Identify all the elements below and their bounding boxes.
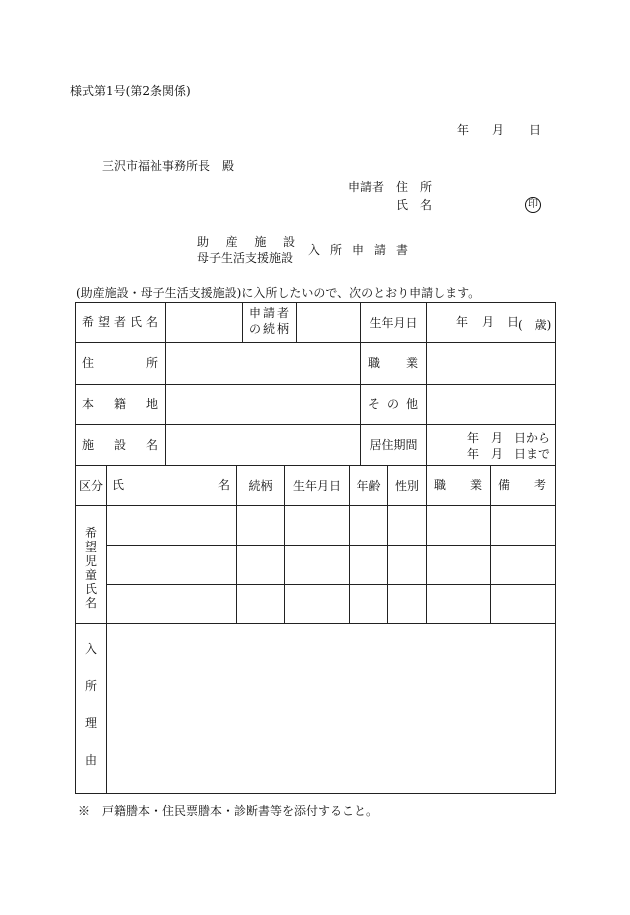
domicile-input[interactable] [166, 385, 360, 424]
label-char: 所 [145, 356, 158, 370]
label-char: 者 [276, 306, 289, 320]
applicant-address-char: 住 [396, 180, 409, 194]
period-from-day: 日から [514, 431, 551, 445]
birth-date-label: 生年月日 [369, 315, 418, 330]
applicant-name-label [396, 199, 432, 211]
label-char: 氏 [112, 478, 125, 492]
birth-year-label: 年 [456, 315, 469, 329]
date-year-label: 年 [457, 123, 470, 137]
age-header: 年齢 [356, 478, 381, 493]
label-char: 氏 [129, 315, 142, 329]
label-char: 請 [262, 306, 275, 320]
seal-mark [525, 197, 541, 213]
title-char: 入 [308, 243, 321, 257]
label-char: 名 [145, 438, 158, 452]
applicant-label: 申請者 [348, 180, 385, 194]
label-char: 所 [84, 679, 97, 693]
applicant-name-char: 名 [419, 198, 432, 212]
occupation-label [368, 357, 418, 369]
address-input[interactable] [166, 343, 360, 384]
label-char: 入 [84, 642, 97, 656]
footnote: ※ 戸籍謄本・住民票謄本・診断書等を添付すること。 [78, 804, 379, 818]
period-to-month: 月 [491, 447, 504, 461]
title-suffix [308, 244, 408, 256]
period-to-day: 日まで [514, 447, 551, 461]
label-char: 由 [84, 753, 97, 767]
relation-label-line2 [249, 323, 289, 335]
title-char: 施 [254, 235, 267, 249]
label-char: 児 [84, 554, 97, 568]
desired-person-label [82, 316, 158, 328]
applicant-address-label [396, 181, 432, 193]
occupation-input[interactable] [427, 343, 555, 384]
sex-header: 性別 [394, 478, 419, 493]
label-char: 名 [84, 596, 97, 610]
label-char: 施 [82, 438, 95, 452]
label-char: 業 [469, 478, 482, 492]
label-char: 籍 [113, 397, 126, 411]
birth-month-label: 月 [482, 315, 495, 329]
label-char: 希 [84, 526, 97, 540]
residence-period-label: 居住期間 [369, 438, 418, 452]
table-border [555, 302, 556, 794]
label-char: の [249, 322, 262, 336]
other-label [368, 398, 418, 410]
label-char: 希 [82, 315, 95, 329]
label-char: の [386, 397, 399, 411]
reason-input[interactable] [107, 624, 555, 793]
job-header [434, 479, 482, 491]
label-char: 柄 [276, 322, 289, 336]
period-to-year: 年 [467, 447, 480, 461]
date-day-label: 日 [529, 123, 542, 137]
category-header: 区分 [78, 478, 103, 493]
label-char: 備 [498, 478, 511, 492]
table-col-line [242, 302, 243, 342]
birth-header: 生年月日 [292, 478, 341, 493]
form-number-label: 様式第1号(第2条関係) [70, 84, 191, 98]
label-char: 望 [84, 540, 97, 554]
label-char: 他 [405, 397, 418, 411]
note-header [498, 479, 546, 491]
label-char: 設 [113, 438, 126, 452]
title-line2: 母子生活支援施設 [197, 251, 294, 265]
seal-icon: 印 [525, 197, 541, 213]
label-char: 本 [82, 397, 95, 411]
reason-label [76, 643, 106, 766]
label-char: 続 [262, 322, 275, 336]
applicant-address-char: 所 [419, 180, 432, 194]
label-char: 申 [249, 306, 262, 320]
label-char: 氏 [84, 582, 97, 596]
other-input[interactable] [427, 385, 555, 424]
desired-person-input[interactable] [166, 303, 242, 342]
label-char: 地 [145, 397, 158, 411]
label-char: 童 [84, 568, 97, 582]
title-line1 [197, 236, 295, 248]
label-char: 業 [405, 356, 418, 370]
intro-text: (助産施設・母子生活支援施設)に入所したいので、次のとおり申請します。 [76, 286, 481, 300]
label-char: 望 [97, 315, 110, 329]
table-border [75, 793, 556, 794]
title-char: 所 [329, 243, 342, 257]
age-value: ( 歳) [518, 318, 552, 332]
label-char: 住 [82, 356, 95, 370]
facility-input[interactable] [166, 425, 360, 465]
label-char: そ [368, 397, 381, 411]
title-char: 助 [197, 235, 210, 249]
title-char: 請 [373, 243, 386, 257]
label-char: 名 [217, 478, 230, 492]
birth-day-label: 日 [507, 315, 520, 329]
relation-header: 続柄 [248, 478, 273, 493]
child-row-3[interactable] [107, 585, 555, 623]
address-label [82, 357, 158, 369]
label-char: 職 [434, 478, 447, 492]
child-row-1[interactable] [107, 506, 555, 545]
facility-label [82, 439, 158, 451]
label-char: 者 [113, 315, 126, 329]
domicile-label [82, 398, 158, 410]
children-label [76, 527, 106, 609]
title-char: 書 [395, 243, 408, 257]
child-row-2[interactable] [107, 546, 555, 584]
addressee: 三沢市福祉事務所長 殿 [102, 159, 235, 173]
title-char: 設 [282, 235, 295, 249]
relation-input[interactable] [297, 303, 360, 342]
title-char: 産 [225, 235, 238, 249]
title-char: 申 [351, 243, 364, 257]
label-char: 理 [84, 716, 97, 730]
relation-label-line1 [249, 307, 289, 319]
label-char: 考 [533, 478, 546, 492]
label-char: 職 [368, 356, 381, 370]
period-from-year: 年 [467, 431, 480, 445]
period-from-month: 月 [491, 431, 504, 445]
label-char: 名 [145, 315, 158, 329]
date-month-label: 月 [492, 123, 505, 137]
applicant-name-char: 氏 [396, 198, 409, 212]
child-name-header [112, 479, 230, 491]
